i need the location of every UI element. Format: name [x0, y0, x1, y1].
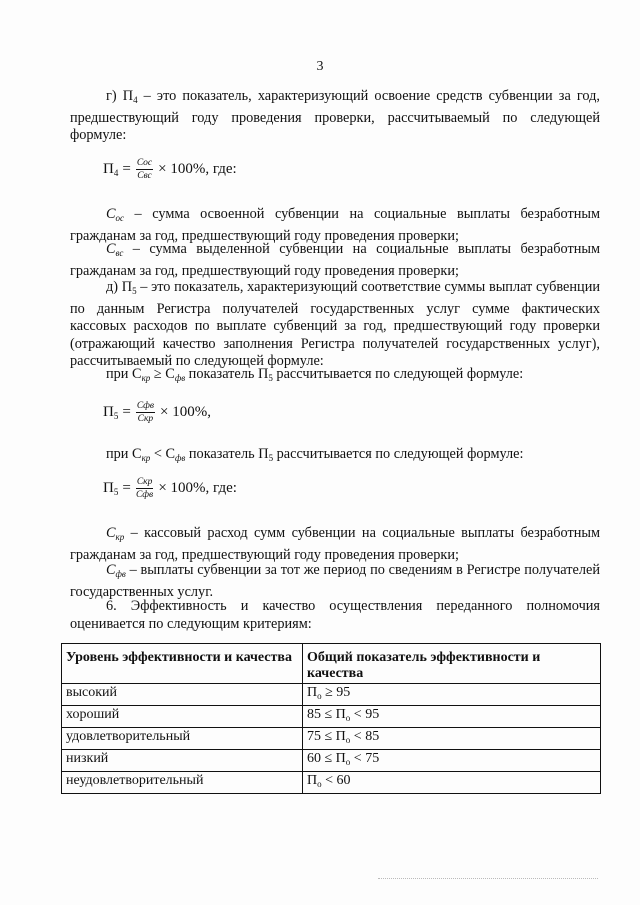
fraction-numerator: Cфв — [136, 401, 155, 411]
condition-1: при $C_{кр} \ge C_{фв}$ показатель $П_5$ рассчитывается по следующей формуле: — [106, 366, 524, 383]
fraction-denominator: Cкр — [137, 414, 154, 424]
table-header-indicator: Общий показатель эффективности и качества — [303, 644, 601, 684]
fraction-numerator: Cкр — [136, 477, 153, 487]
formula-lhs: $П_5$ — [103, 480, 119, 497]
table-row — [62, 750, 601, 772]
para-g-sub: 4 — [133, 95, 138, 105]
formula-eq: = — [122, 161, 131, 177]
para-d-marker: д) П — [106, 279, 133, 295]
fraction-denominator: Cфв — [135, 490, 154, 500]
scan-artifact-divider — [378, 878, 598, 879]
paragraph-d: д) $П_5$ – это показатель, характеризующий соответствие суммы выплат субвенции по данным Регистра получателей государственных услуг сумме фактических кассовых расходов по выплате субвенций за год, предшествующий году проверки (отражающий качество заполнения Регистра получателей государственных услуг), рассчитываемый по следующей формуле: — [70, 279, 601, 369]
level-cell: хороший — [62, 706, 303, 728]
definition-cvs: $C_{вс}$ – сумма выделенной субвенции на социальные выплаты безработным гражданам за год, предшествующий году проведения проверки; — [70, 241, 600, 279]
criterion-cell: $85 \le П_о < 95$ — [303, 706, 601, 728]
formula-lhs: $П_4$ — [103, 161, 119, 178]
criterion-cell: $75 \le П_о < 85$ — [303, 728, 601, 750]
formula-fraction — [135, 158, 154, 181]
definition-cfv: $C_{фв}$ – выплаты субвенции за тот же период по сведениям в Регистре получателей государственных услуг. — [70, 562, 600, 600]
formula-rest: × 100%, — [160, 404, 211, 420]
table-row — [62, 684, 601, 706]
table-row — [62, 706, 601, 728]
level-cell: неудовлетворительный — [62, 772, 303, 794]
formula-p4 — [103, 158, 237, 181]
formula-lhs: $П_5$ — [103, 404, 119, 421]
formula-p5-b — [103, 477, 237, 500]
level-cell: высокий — [62, 684, 303, 706]
fraction-numerator: Cос — [136, 158, 153, 168]
level-cell: низкий — [62, 750, 303, 772]
formula-eq: = — [122, 404, 131, 420]
criterion-cell: $П_о \ge 95$ — [303, 684, 601, 706]
para-g-marker: г) П — [106, 88, 134, 104]
criteria-table — [61, 643, 601, 794]
table-header-level: Уровень эффективности и качества — [62, 644, 303, 684]
level-cell: удовлетворительный — [62, 728, 303, 750]
paragraph-6: 6. Эффективность и качество осуществления переданного полномочия оценивается по следующим критериям: — [70, 598, 600, 632]
table-row — [62, 772, 601, 794]
condition-2: при $C_{кр} < C_{фв}$ показатель $П_5$ рассчитывается по следующей формуле: — [106, 446, 524, 463]
formula-rest: × 100%, где: — [158, 161, 237, 177]
formula-fraction — [135, 477, 155, 500]
criterion-cell: $60 \le П_о < 75$ — [303, 750, 601, 772]
criterion-cell: $П_о < 60$ — [303, 772, 601, 794]
paragraph-g — [70, 88, 600, 145]
formula-p5-a — [103, 401, 211, 424]
table-header-row — [62, 644, 601, 684]
page-number: 3 — [316, 59, 324, 74]
formula-eq: = — [122, 480, 131, 496]
definition-cos: $C_{ос}$ – сумма освоенной субвенции на социальные выплаты безработным гражданам за год, предшествующий году проведения проверки; — [70, 206, 600, 244]
definition-ckr: $C_{кр}$ – кассовый расход сумм субвенции на социальные выплаты безработным гражданам за год, предшествующий году проведения проверки; — [70, 525, 600, 563]
formula-rest: × 100%, где: — [158, 480, 237, 496]
para-d-text: – это показатель, характеризующий соответствие суммы выплат субвенции по данным Регистра получателей государственных услуг сумме фактических кассовых расходов по выплате субвенций за год, предшествующий году проверки (отражающий качество заполнения Регистра получателей государственных услуг), рассчитываемый по следующей формуле: — [70, 279, 601, 369]
table-row — [62, 728, 601, 750]
formula-fraction — [135, 401, 156, 424]
fraction-denominator: Cвс — [137, 171, 152, 181]
para-g-text: – это показатель, характеризующий освоение средств субвенции за год, предшествующий году проведения проверки, рассчитываемый по следующей формуле: — [70, 88, 600, 143]
